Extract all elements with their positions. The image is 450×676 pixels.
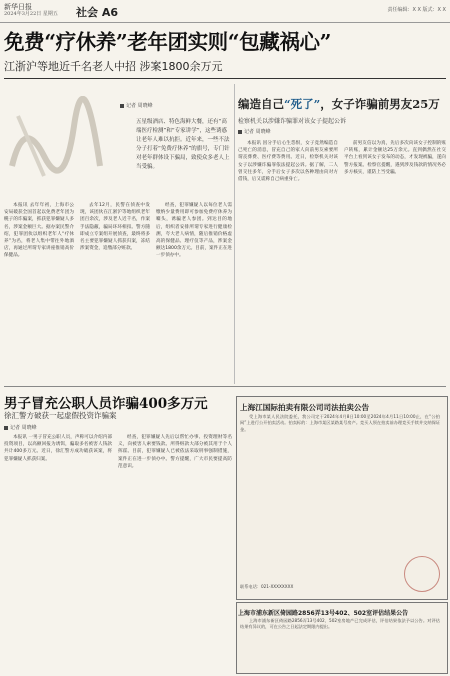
main-headline: 免费“疗休养”老年团实则“包藏祸心” [4,30,331,54]
auction-notice-body: 受上海市某人民法院委托，我公司定于2024年4月8日10:00至2024年4月11日10:00止，在“公拍网”上进行公开拍卖活动。拍卖标的：上海市某区某路某号房产。竞买人须在拍卖前办理竞买手续并交纳保证金。 [240,414,440,432]
main-col-1: 本报讯 去年年初，上海市公安局破获全国首起以免费老年团为幌子的诈骗案，抓获犯罪嫌疑人多名，涉案金额巨大。据办案民警介绍，犯罪团伙以组织老年人“疗休养”为名，将老人集中带往外地酒店，再通过所谓专家讲座推销高价保健品。 [4,203,74,259]
headline-divider [4,78,446,79]
main-col-2: 去年12月，民警在侦查中发现，该团伙在江浙沪等地组织老年团百余次，涉及老人近千名，作案手法隐蔽，骗局环环相扣。警方随即成立专案组开展侦查，最终将多名主要犯罪嫌疑人抓获归案，冻结涉案资金，追缴部分赃款。 [80,203,150,252]
official-seal-icon [404,556,440,592]
mid-subhead: 徐汇警方破获一起虚假投资诈骗案 [4,411,117,420]
auction-notice-contact: 联系电话：021-XXXXXXXX [240,584,294,589]
masthead-title: 新华日报 [4,3,32,11]
side-headline: 编造自己“死了”，女子诈骗前男友25万 [238,97,440,111]
masthead-date: 2024年3月22日 星期五 [4,11,58,17]
illustration-icon [4,96,104,186]
section-divider [4,386,446,387]
decorative-calligraphy [4,96,104,186]
side-col-2: 前男友信以为真，先后多次向该女子控制的账户转账，累计金额达25万余元。直到偶然在社交平台上看到该女子发布的动态，才发现被骗，遂向警方报案。检察官提醒，遇到涉及钱款的情况务必多方核实，谨防上当受骗。 [344,141,446,175]
mid-col-1: 本报讯 一男子冒充公职人员，声称可以介绍内部投资项目，以高额回报为诱饵，骗取多名被害人钱款共计400多万元。近日，徐汇警方成功破获该案，将犯罪嫌疑人抓获归案。 [4,435,112,462]
page-header [0,0,450,23]
mid-col-2: 经查，犯罪嫌疑人先后以帮忙办事、投资理财等名义，向被害人索要钱款。所得赃款大部分被其用于个人挥霍。目前，犯罪嫌疑人已被依法采取刑事强制措施，案件正在进一步侦办中。警方提醒，广大市民要提高防范意识。 [118,435,232,469]
valuation-notice-body: 上海市浦东新区倚园路2856弄13号402、502室房地产已完成评估，评估结果依法予以公告。对评估结果有异议的，可在公告之日起法定期限内提出。 [240,618,440,630]
side-byline: 记者 周晓峰 [238,128,271,135]
mid-headline: 男子冒充公职人员诈骗400多万元 [4,396,208,412]
section-label: 社会 A6 [76,6,118,19]
auction-notice-title: 上海江国际拍卖有限公司司法拍卖公告 [240,403,370,412]
side-col-1: 本报讯 因分手后心生怨恨，女子竟然编造自己死亡的消息，冒充自己的家人向前男友索要所谓丧葬费、医疗费等费用。近日，检察机关对该女子以涉嫌诈骗罪依法提起公诉。据了解，二人曾交往多年，分手后女子多次以各种理由向对方借钱，后又谎称自己病重身亡。 [238,141,338,183]
masthead [4,3,58,17]
mid-byline: 记者 周晓峰 [4,424,37,431]
valuation-notice-title: 上海市浦东新区倚园路2856弄13号402、502室评估结果公告 [238,610,409,617]
main-lead: 五星级酒店、特色海鲜大餐，还有“高端医疗检测”和“专家讲学”，这些诱惑让老年人难以抗拒。近年来，一些不法分子打着“免费疗休养”的旗号，专门针对老年群体设下骗局，致使众多老人上当受骗。 [136,119,230,170]
main-byline: 记者 周晓峰 [120,102,153,109]
side-subhead: 检察机关以涉嫌诈骗罪对该女子提起公诉 [238,118,347,125]
editor-note: 责任编辑：X X 版式：X X [387,7,446,13]
main-subhead: 江浙沪等地近千名老人中招 涉案1800余万元 [4,60,223,73]
main-col-3: 经查，犯罪嫌疑人以每位老人需缴纳少量费用即可参加免费疗休养为噱头，诱骗老人参团。到达目的地后，组织者安排所谓专家进行健康检测，夸大老人病情，随后推销价格虚高的保健品、理疗仪等产品，涉案金额达1800余万元。目前，案件正在进一步侦办中。 [156,203,233,259]
column-rule [234,84,235,384]
